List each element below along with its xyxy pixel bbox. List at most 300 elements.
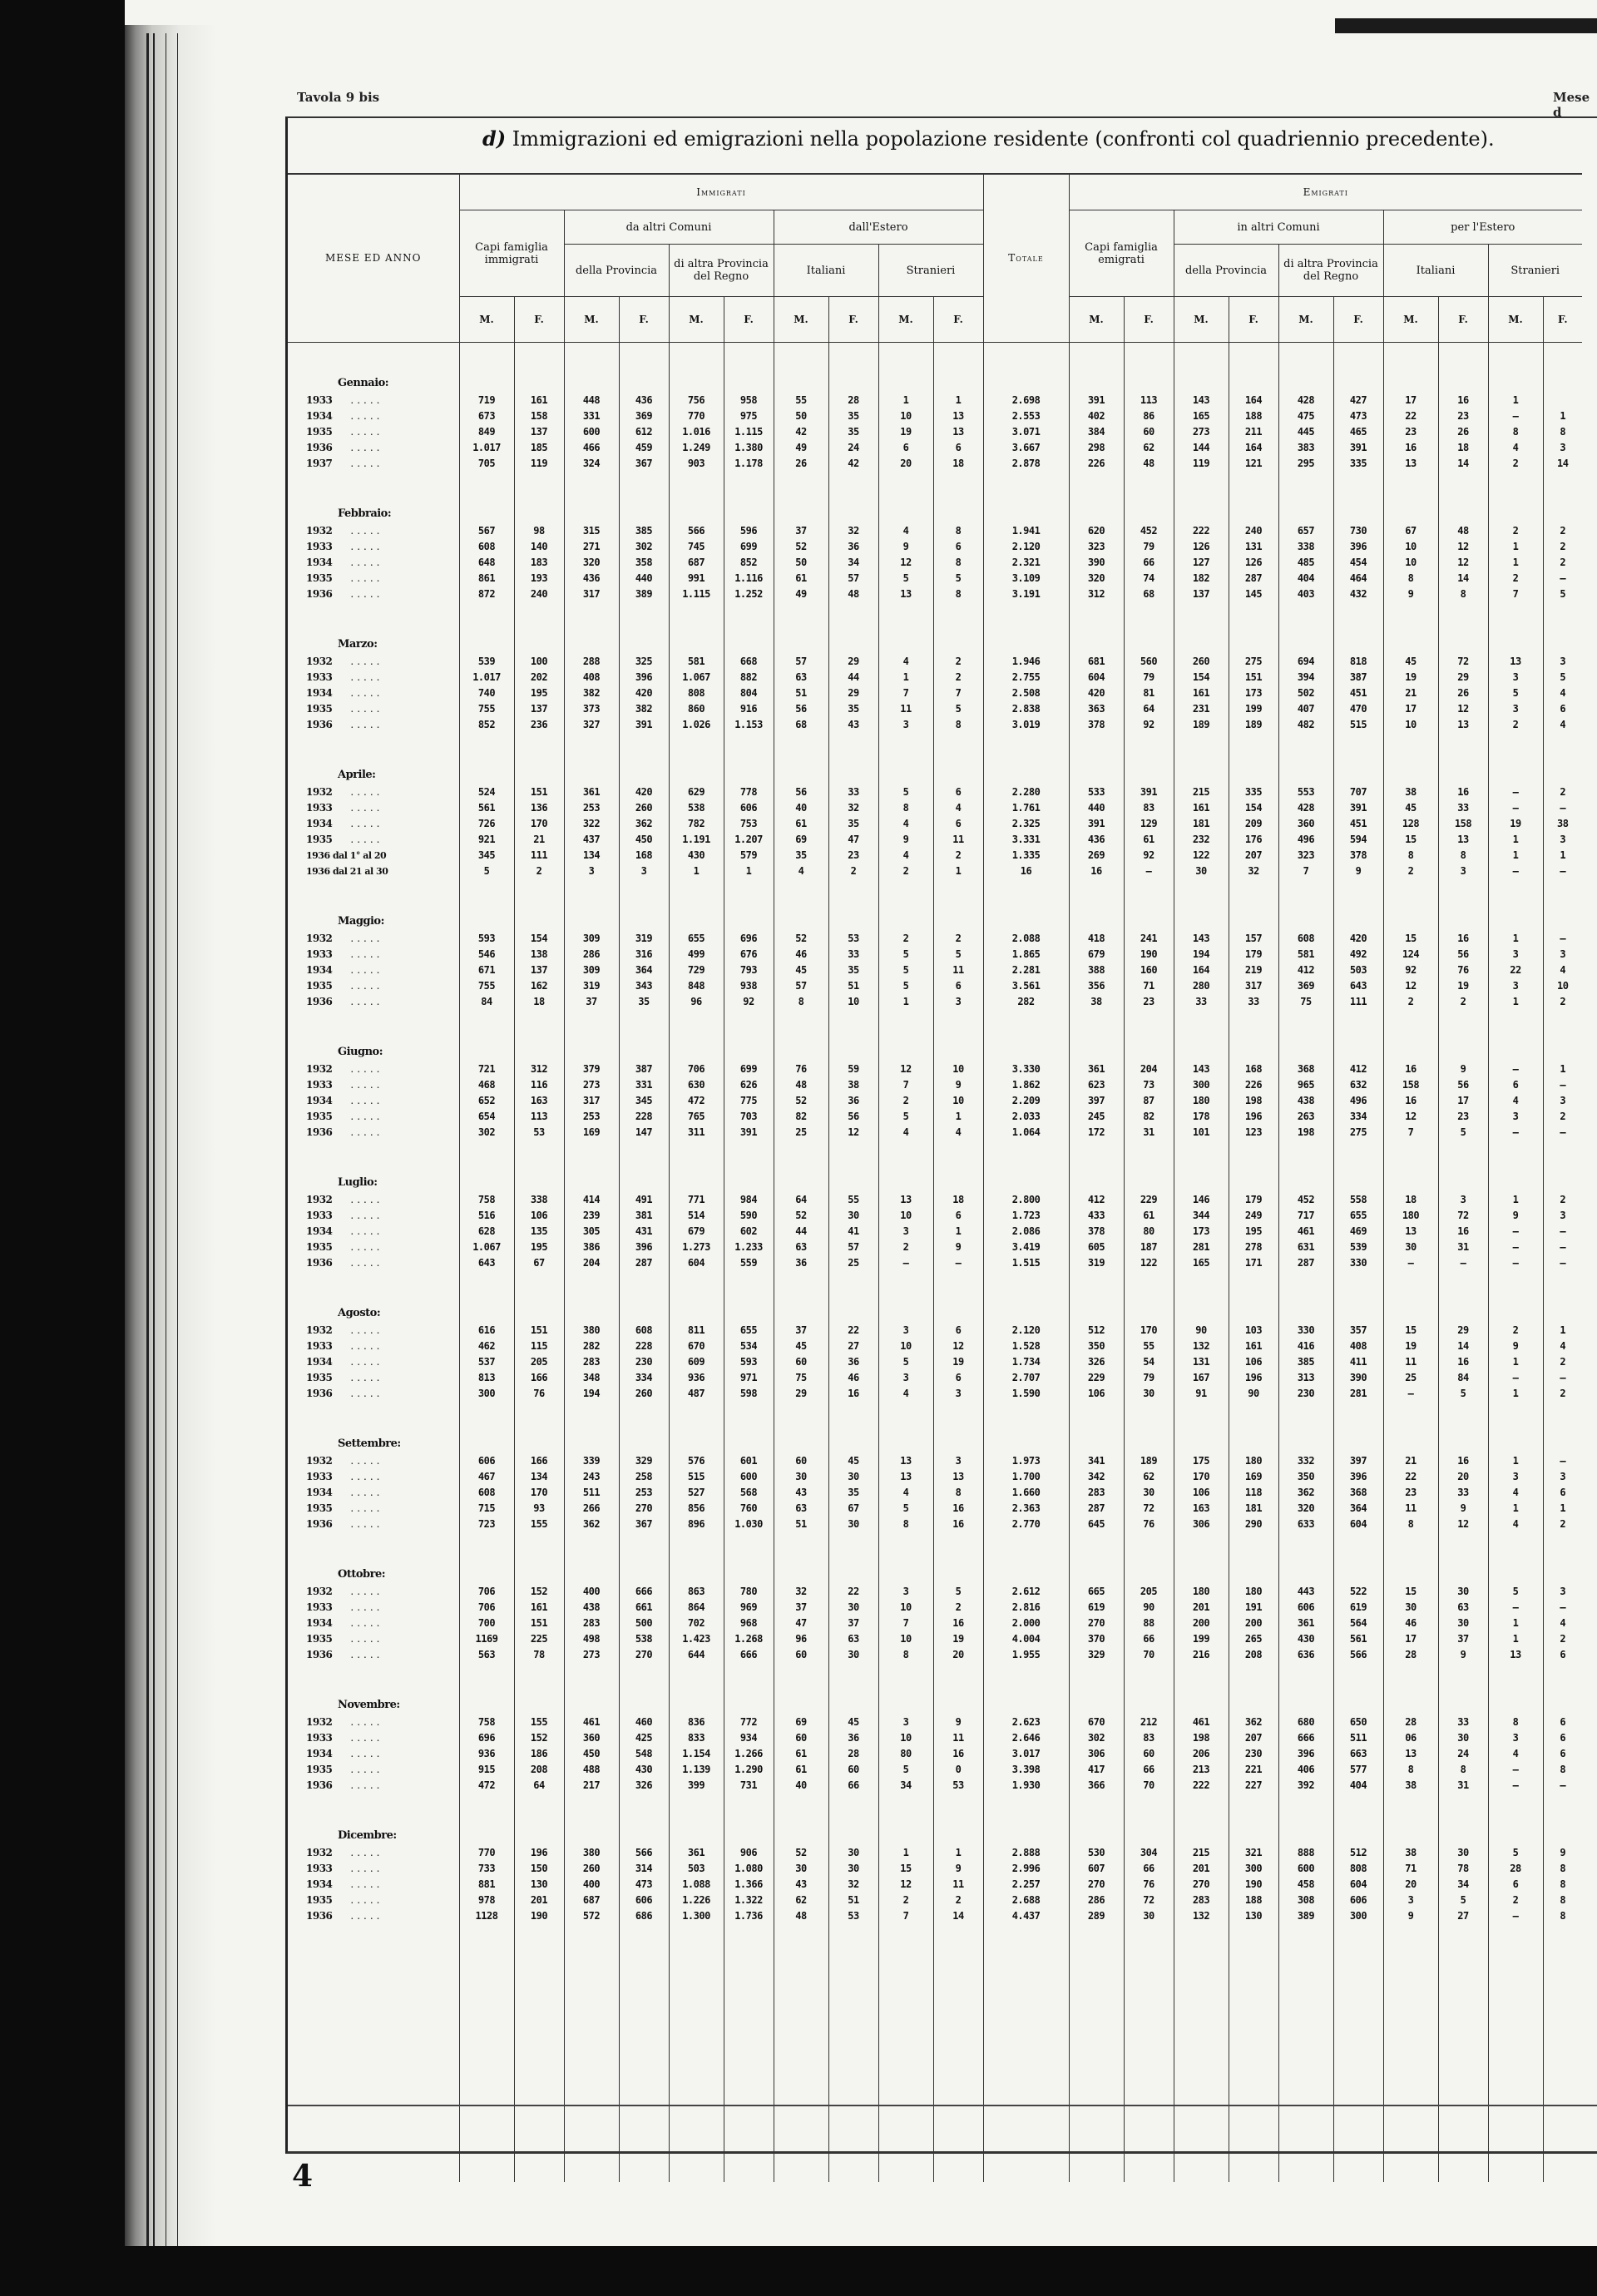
table-cell: 696 [724, 931, 774, 947]
table-cell: 98 [514, 523, 564, 539]
table-cell: 469 [1333, 1224, 1383, 1240]
table-cell: 3 [1488, 701, 1543, 717]
table-cell: 111 [1333, 994, 1383, 1010]
leader-dots: ..... [350, 1225, 383, 1237]
table-cell: 671 [459, 962, 514, 978]
table-cell: 491 [619, 1192, 669, 1208]
table-cell: 8 [933, 586, 983, 602]
table-cell: 652 [459, 1093, 514, 1109]
cell-totale: 2.088 [983, 931, 1069, 947]
table-cell: 643 [459, 1255, 514, 1271]
table-cell: 37 [774, 523, 828, 539]
table-cell: 2 [878, 1893, 933, 1908]
table-cell: 132 [1174, 1339, 1229, 1354]
table-cell: 188 [1229, 1893, 1278, 1908]
header-maschi: M. [1383, 297, 1438, 343]
table-cell: 872 [459, 586, 514, 602]
table-cell: 2 [1488, 456, 1543, 472]
table-cell: 281 [1333, 1386, 1383, 1402]
cell-totale: 1.660 [983, 1485, 1069, 1501]
table-cell: 300 [1229, 1861, 1278, 1877]
header-maschi: M. [459, 297, 514, 343]
table-cell: 8 [1488, 1715, 1543, 1730]
table-cell: 88 [1124, 1616, 1174, 1631]
table-cell: 35 [828, 424, 878, 440]
table-cell: 0 [933, 1762, 983, 1778]
table-cell: 161 [1174, 685, 1229, 701]
table-row [288, 816, 1582, 832]
cell-totale: 2.553 [983, 408, 1069, 424]
table-row [288, 1061, 1582, 1077]
table-cell: 2 [1543, 1354, 1582, 1370]
year-text: 1936 [306, 1649, 333, 1660]
table-cell: 679 [669, 1224, 724, 1240]
table-cell: 694 [1278, 654, 1333, 670]
table-cell: 300 [459, 1386, 514, 1402]
table-cell: 5 [459, 863, 514, 879]
table-cell: 852 [459, 717, 514, 733]
table-cell: 4 [878, 1386, 933, 1402]
table-cell: 61 [1124, 1208, 1174, 1224]
table-cell: 808 [1333, 1861, 1383, 1877]
table-cell: 236 [514, 717, 564, 733]
header-da-altri-comuni: da altri Comuni [564, 210, 774, 245]
table-cell: 75 [1278, 994, 1333, 1010]
table-cell: 462 [459, 1339, 514, 1354]
table-cell: 612 [619, 424, 669, 440]
year-label [288, 1109, 459, 1125]
table-cell: 3 [1488, 947, 1543, 962]
month-label: Marzo: [338, 638, 378, 651]
table-cell: 230 [619, 1354, 669, 1370]
table-cell: 15 [1383, 1323, 1438, 1339]
leader-dots: ..... [350, 996, 383, 1007]
table-cell: 14 [1438, 1339, 1488, 1354]
table-cell: 863 [669, 1584, 724, 1600]
table-cell: 391 [724, 1125, 774, 1141]
table-cell: 275 [1229, 654, 1278, 670]
table-cell: 226 [1069, 456, 1124, 472]
table-cell: 4 [933, 1125, 983, 1141]
table-cell: 171 [1229, 1255, 1278, 1271]
table-cell: 1.290 [724, 1762, 774, 1778]
year-text: 1935 [306, 1111, 333, 1122]
table-cell: 1 [1543, 1061, 1582, 1077]
leader-dots: ..... [350, 1502, 383, 1514]
leader-dots: ..... [350, 1126, 383, 1138]
table-cell: 11 [933, 832, 983, 848]
month-row [288, 1810, 1582, 1845]
table-cell: 4 [1488, 1746, 1543, 1762]
table-cell: 4 [878, 848, 933, 863]
table-cell: 106 [514, 1208, 564, 1224]
table-cell: 19 [1383, 670, 1438, 685]
table-cell: 136 [514, 800, 564, 816]
header-femmine: F. [1438, 297, 1488, 343]
table-cell: 9 [1438, 1061, 1488, 1077]
table-cell: 46 [1383, 1616, 1438, 1631]
year-label [288, 1647, 459, 1663]
table-cell: 158 [1383, 1077, 1438, 1093]
table-cell: 106 [1174, 1485, 1229, 1501]
table-cell: 511 [564, 1485, 619, 1501]
table-cell: 321 [1229, 1845, 1278, 1861]
table-cell: — [1543, 1077, 1582, 1093]
table-cell: 169 [564, 1125, 619, 1141]
table-cell: 420 [1069, 685, 1124, 701]
table-cell: 201 [514, 1893, 564, 1908]
header-femmine: F. [619, 297, 669, 343]
table-cell: 168 [1229, 1061, 1278, 1077]
cell-totale: 3.398 [983, 1762, 1069, 1778]
table-cell: 258 [619, 1469, 669, 1485]
table-cell: 4 [933, 800, 983, 816]
header-italiani: Italiani [774, 245, 878, 297]
table-row [288, 1386, 1582, 1402]
table-cell: 19 [1383, 1339, 1438, 1354]
table-cell: 83 [1124, 800, 1174, 816]
table-cell: 499 [669, 947, 724, 962]
header-della-provincia: della Provincia [1174, 245, 1278, 297]
table-cell: 5 [1488, 685, 1543, 701]
table-cell: 2 [933, 670, 983, 685]
table-cell: 3 [1488, 1469, 1543, 1485]
leader-dots: ..... [350, 703, 383, 715]
table-cell: 22 [1383, 408, 1438, 424]
table-cell: 126 [1229, 555, 1278, 571]
table-row [288, 1647, 1582, 1663]
table-cell: 26 [774, 456, 828, 472]
table-cell: 20 [933, 1647, 983, 1663]
table-cell: 608 [459, 1485, 514, 1501]
header-maschi: M. [669, 297, 724, 343]
table-cell: 5 [933, 701, 983, 717]
table-cell: 498 [564, 1631, 619, 1647]
table-cell: 673 [459, 408, 514, 424]
table-cell: 13 [933, 424, 983, 440]
table-cell: 362 [619, 816, 669, 832]
header-stranieri: Stranieri [1488, 245, 1582, 297]
table-cell: — [1543, 1600, 1582, 1616]
table-cell: 10 [1543, 978, 1582, 994]
table-cell: 657 [1278, 523, 1333, 539]
table-cell: 300 [1333, 1908, 1383, 1924]
table-cell: 56 [1438, 947, 1488, 962]
year-label [288, 947, 459, 962]
year-text: 1935 [306, 1894, 333, 1906]
table-cell: 311 [669, 1125, 724, 1141]
table-cell: 4 [1543, 962, 1582, 978]
table-cell: 35 [828, 816, 878, 832]
table-cell: 1 [1488, 1386, 1543, 1402]
table-cell: 30 [828, 1861, 878, 1877]
migration-table [288, 173, 1582, 2182]
table-cell: 137 [514, 962, 564, 978]
leader-dots: ..... [350, 1910, 383, 1922]
table-cell: 1 [1488, 1631, 1543, 1647]
table-cell: 31 [1124, 1125, 1174, 1141]
table-cell: 18 [514, 994, 564, 1010]
table-cell: 934 [724, 1730, 774, 1746]
table-cell: 705 [459, 456, 514, 472]
leader-dots: ..... [350, 786, 383, 798]
table-cell: 404 [1278, 571, 1333, 586]
month-label: Febbraio: [338, 507, 392, 520]
table-cell: 466 [564, 440, 619, 456]
table-cell: 35 [828, 962, 878, 978]
year-label [288, 1323, 459, 1339]
year-label [288, 1061, 459, 1077]
table-cell: 64 [514, 1778, 564, 1794]
table-cell: 3 [933, 1386, 983, 1402]
year-label [288, 523, 459, 539]
table-cell: 5 [878, 978, 933, 994]
table-cell: 19 [1438, 978, 1488, 994]
year-text: 1932 [306, 656, 333, 667]
table-cell: 364 [619, 962, 669, 978]
table-cell: 2 [1488, 717, 1543, 733]
table-cell: 260 [619, 800, 669, 816]
table-cell: 189 [1229, 717, 1278, 733]
table-cell: 16 [1438, 1224, 1488, 1240]
table-cell: 1 [1543, 1501, 1582, 1517]
table-cell: 163 [1174, 1501, 1229, 1517]
year-text: 1932 [306, 1455, 333, 1467]
table-cell: 3 [619, 863, 669, 879]
table-row [288, 586, 1582, 602]
table-cell: 46 [774, 947, 828, 962]
table-cell: 30 [1124, 1386, 1174, 1402]
table-cell: 2 [1543, 1631, 1582, 1647]
table-cell: 37 [828, 1616, 878, 1631]
table-cell: 775 [724, 1093, 774, 1109]
table-cell: 30 [1124, 1908, 1174, 1924]
table-cell: 915 [459, 1762, 514, 1778]
table-cell: 361 [669, 1845, 724, 1861]
table-cell: 186 [514, 1746, 564, 1762]
year-label [288, 978, 459, 994]
table-cell: 936 [669, 1370, 724, 1386]
header-stranieri: Stranieri [878, 245, 983, 297]
table-cell: 31 [1438, 1778, 1488, 1794]
table-cell: 56 [1438, 1077, 1488, 1093]
table-cell: 78 [1438, 1861, 1488, 1877]
table-cell: 10 [1383, 555, 1438, 571]
table-cell: 2 [1543, 994, 1582, 1010]
table-cell: 1169 [459, 1631, 514, 1647]
table-cell: 196 [514, 1845, 564, 1861]
table-cell: 208 [514, 1762, 564, 1778]
table-cell: 5 [878, 1354, 933, 1370]
table-cell: 124 [1383, 947, 1438, 962]
table-cell: 938 [724, 978, 774, 994]
table-cell: 604 [669, 1255, 724, 1271]
table-cell: 699 [724, 1061, 774, 1077]
year-label [288, 456, 459, 472]
table-cell: 765 [669, 1109, 724, 1125]
leader-dots: ..... [350, 458, 383, 469]
table-cell: 487 [669, 1386, 724, 1402]
table-cell: 53 [933, 1778, 983, 1794]
table-cell: 306 [1174, 1517, 1229, 1532]
table-cell: 5 [1543, 586, 1582, 602]
table-cell: 2 [1488, 1323, 1543, 1339]
leader-dots: ..... [350, 1095, 383, 1106]
table-cell: 516 [459, 1208, 514, 1224]
table-cell: 11 [933, 1877, 983, 1893]
table-cell: 8 [1438, 586, 1488, 602]
cell-totale: 2.508 [983, 685, 1069, 701]
table-cell: 240 [1229, 523, 1278, 539]
table-cell: 412 [1069, 1192, 1124, 1208]
table-cell: 38 [1543, 816, 1582, 832]
table-cell: 33 [828, 947, 878, 962]
table-cell: 82 [1124, 1109, 1174, 1125]
table-cell: 334 [619, 1370, 669, 1386]
table-cell: 8 [1438, 1762, 1488, 1778]
year-text: 1933 [306, 802, 333, 814]
table-cell: 368 [1333, 1485, 1383, 1501]
year-label [288, 571, 459, 586]
table-row [288, 947, 1582, 962]
table-row [288, 1730, 1582, 1746]
table-cell: 306 [1069, 1746, 1124, 1762]
table-cell: 706 [459, 1584, 514, 1600]
table-row [288, 571, 1582, 586]
year-label [288, 1192, 459, 1208]
table-cell: 2 [1543, 1517, 1582, 1532]
table-cell: 253 [564, 800, 619, 816]
table-cell: 71 [1383, 1861, 1438, 1877]
header-in-altri-comuni: in altri Comuni [1174, 210, 1383, 245]
year-label [288, 1600, 459, 1616]
table-cell: 380 [564, 1845, 619, 1861]
table-cell: 537 [459, 1354, 514, 1370]
year-label [288, 1861, 459, 1877]
table-cell: 418 [1069, 931, 1124, 947]
table-cell: 598 [724, 1386, 774, 1402]
table-cell: 881 [459, 1877, 514, 1893]
table-cell: 29 [1438, 670, 1488, 685]
table-cell: 1 [1488, 832, 1543, 848]
table-cell: 201 [1174, 1600, 1229, 1616]
table-cell: 323 [1069, 539, 1124, 555]
table-cell: 93 [514, 1501, 564, 1517]
table-cell: 28 [1488, 1861, 1543, 1877]
table-cell: 63 [828, 1631, 878, 1647]
table-cell: 512 [1333, 1845, 1383, 1861]
table-cell: 3 [1543, 440, 1582, 456]
cell-totale: 2.209 [983, 1093, 1069, 1109]
table-cell: 472 [459, 1778, 514, 1794]
table-cell: 420 [1333, 931, 1383, 947]
table-cell: 4 [1488, 1093, 1543, 1109]
year-label [288, 800, 459, 816]
table-cell: 113 [1124, 393, 1174, 408]
table-cell: 283 [564, 1616, 619, 1631]
cell-totale: 2.770 [983, 1517, 1069, 1532]
table-cell: 387 [1333, 670, 1383, 685]
table-cell: 1 [933, 1224, 983, 1240]
table-cell: 465 [1333, 424, 1383, 440]
month-label: Giugno: [338, 1046, 383, 1058]
table-cell: 605 [1069, 1240, 1124, 1255]
leader-dots: ..... [350, 525, 383, 537]
table-cell: 207 [1229, 1730, 1278, 1746]
table-cell: 92 [1124, 848, 1174, 863]
year-text: 1933 [306, 671, 333, 683]
table-cell: 3 [1438, 863, 1488, 879]
leader-dots: ..... [350, 834, 383, 845]
table-cell: 17 [1383, 701, 1438, 717]
leader-dots: ..... [350, 964, 383, 976]
table-cell: 687 [669, 555, 724, 571]
table-cell: 534 [724, 1339, 774, 1354]
table-cell: 151 [1229, 670, 1278, 685]
leader-dots: ..... [350, 1388, 383, 1399]
table-cell: 12 [1383, 1109, 1438, 1125]
table-cell: 1.226 [669, 1893, 724, 1908]
table-cell: 147 [619, 1125, 669, 1141]
table-cell: 4 [774, 863, 828, 879]
cell-totale: 1.865 [983, 947, 1069, 962]
table-cell: 329 [619, 1453, 669, 1469]
table-cell: 20 [878, 456, 933, 472]
table-cell: 687 [564, 1893, 619, 1908]
leader-dots: ..... [350, 1111, 383, 1122]
table-row [288, 1584, 1582, 1600]
table-cell: 3 [878, 1584, 933, 1600]
table-cell: 198 [1229, 1093, 1278, 1109]
table-cell: 9 [933, 1077, 983, 1093]
table-cell: 663 [1333, 1746, 1383, 1762]
table-cell: 22 [828, 1323, 878, 1339]
table-cell: 9 [1543, 1845, 1582, 1861]
table-cell: 162 [514, 978, 564, 994]
table-cell: 707 [1333, 784, 1383, 800]
table-cell: 978 [459, 1893, 514, 1908]
table-cell: 958 [724, 393, 774, 408]
table-cell: 572 [564, 1908, 619, 1924]
table-cell: 370 [1069, 1631, 1124, 1647]
table-cell: 400 [564, 1877, 619, 1893]
table-cell: 4 [878, 523, 933, 539]
table-cell: 129 [1124, 816, 1174, 832]
table-cell: 6 [1543, 1746, 1582, 1762]
table-cell: 464 [1333, 571, 1383, 586]
header-femmine: F. [1124, 297, 1174, 343]
table-cell: 205 [514, 1354, 564, 1370]
year-text: 1936 [306, 1518, 333, 1530]
table-cell: 3 [1543, 1584, 1582, 1600]
table-cell: 2 [1488, 571, 1543, 586]
year-text: 1932 [306, 1194, 333, 1205]
table-cell: 527 [669, 1485, 724, 1501]
table-row [288, 1746, 1582, 1762]
table-cell: 511 [1333, 1730, 1383, 1746]
table-cell: 416 [1278, 1339, 1333, 1354]
table-cell: 13 [1383, 1746, 1438, 1762]
year-label [288, 1077, 459, 1093]
table-cell: 52 [774, 1208, 828, 1224]
table-cell: 1.736 [724, 1908, 774, 1924]
table-cell: 63 [1438, 1600, 1488, 1616]
table-cell: 473 [619, 1877, 669, 1893]
table-cell: 848 [669, 978, 724, 994]
table-cell: 344 [1174, 1208, 1229, 1224]
header-maschi: M. [878, 297, 933, 343]
table-cell: — [1488, 784, 1543, 800]
